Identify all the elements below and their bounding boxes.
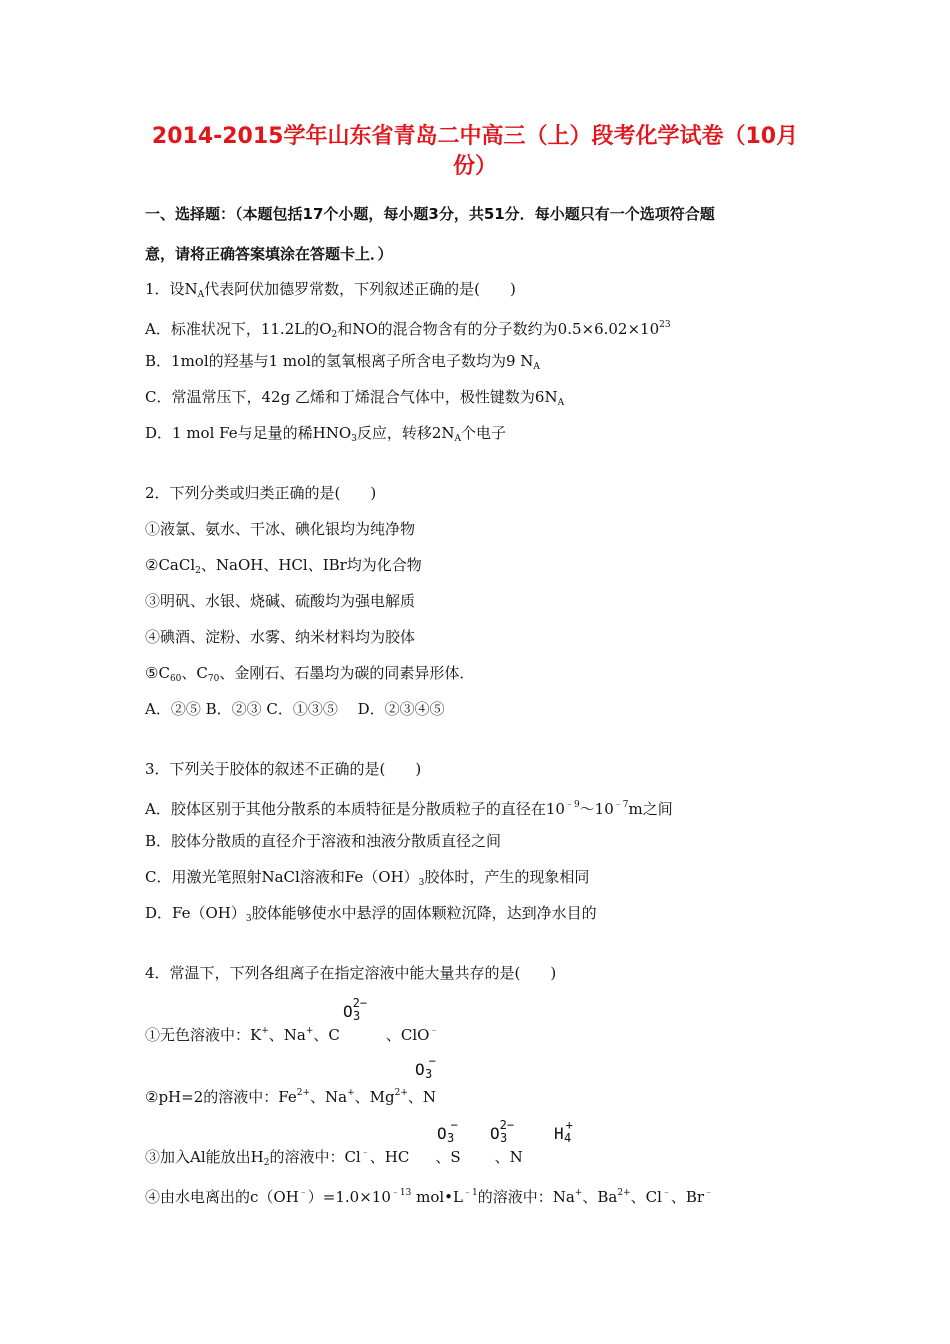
- q3-option-d: D．$Fe(OH)_3$胶体能够使水中悬浮的固体颗粒沉降，达到净水目的: [145, 904, 597, 924]
- q2-item-3: ③明矾、水银、烧碱、硫酸均为强电解质: [145, 592, 416, 610]
- section-heading-line2: 意，请将正确答案填涂在答题卡上．）: [145, 245, 393, 263]
- q1-option-a: A．标准状况下，11.2L的$O_2$和NO的混合物含有的分子数约为$0.5\times 6.02\times 10^{23}$: [145, 320, 671, 340]
- ammonium-ion-formula: H + $^4$: [554, 1118, 573, 1145]
- sulfite-ion-formula: $O^{2-}$ $^3$: [490, 1118, 515, 1145]
- q3-option-c: C．用激光笔照射NaCl溶液和$Fe(OH)_3$胶体时，产生的现象相同: [145, 868, 590, 888]
- exam-title-line2: 份）: [452, 154, 497, 179]
- q2-item-5: $⑤C_{60}$、$C_{70}$、金刚石、石墨均为碳的同素异形体．: [145, 664, 475, 684]
- q1-option-d: D．1 mol Fe与足量的稀$HNO_3$反应，转移$2N_A$个电子: [145, 424, 507, 444]
- bicarbonate-ion-formula: O − $^3$: [437, 1118, 458, 1145]
- q1-stem: 1．设$N_A$代表阿伏加德罗常数，下列叙述正确的是( ): [145, 280, 516, 300]
- q2-options: A．②⑤ B．②③ C．①③⑤ D．②③④⑤: [145, 700, 445, 718]
- q2-item-1: ①液氯、氨水、干冰、碘化银均为纯净物: [145, 520, 416, 538]
- q4-stem: 4．常温下，下列各组离子在指定溶液中能大量共存的是( ): [145, 964, 557, 982]
- exam-title: [0, 122, 950, 182]
- section-heading-line1: 一、选择题：（本题包括17个小题，每小题3分，共51分．每小题只有一个选项符合题: [145, 205, 715, 223]
- q2-item-2: ②CaCl$_2$、NaOH、HCl、IBr均为化合物: [145, 556, 422, 576]
- q3-option-a: A．胶体区别于其他分散系的本质特征是分散质粒子的直径在$10^{﹣9}\sim 10^{﹣7}m$之间: [145, 800, 673, 818]
- carbonate-ion-formula: $O^{2-}$ $^3$: [343, 996, 368, 1023]
- nitrate-ion-formula: O − $^3$: [415, 1054, 436, 1081]
- q2-stem: 2．下列分类或归类正确的是( ): [145, 484, 377, 502]
- q4-item-2: ②pH=2的溶液中：$Fe^{2+}$、Na+、$Mg^{2+}$、N: [145, 1088, 437, 1106]
- q2-item-4: ④碘酒、淀粉、水雾、纳米材料均为胶体: [145, 628, 416, 646]
- q4-item-4: ④由水电离出的$c(OH^﹣)=1.0\times 10^{﹣13}$ $mol•L^{﹣1}$的溶液中：Na+、$Ba^{2+}$、Cl﹣、Br﹣: [145, 1188, 714, 1206]
- exam-title-line1: 2014-2015学年山东省青岛二中高三（上）段考化学试卷（10月: [151, 124, 799, 149]
- q4-item-1: ①无色溶液中：K+、Na+、C 、ClO﹣: [145, 1026, 439, 1044]
- q3-option-b: B．胶体分散质的直径介于溶液和浊液分散质直径之间: [145, 832, 502, 850]
- q3-stem: 3．下列关于胶体的叙述不正确的是( ): [145, 760, 422, 778]
- q1-option-c: C．常温常压下，42g 乙烯和丁烯混合气体中，极性键数为$6N_A$: [145, 388, 565, 408]
- q1-option-b: B．1mol的羟基与1 mol的氢氧根离子所含电子数均为9 $N_A$: [145, 352, 540, 372]
- q4-item-3: ③加入Al能放出$H_2$的溶液中：Cl﹣、HC 、S 、N: [145, 1148, 523, 1168]
